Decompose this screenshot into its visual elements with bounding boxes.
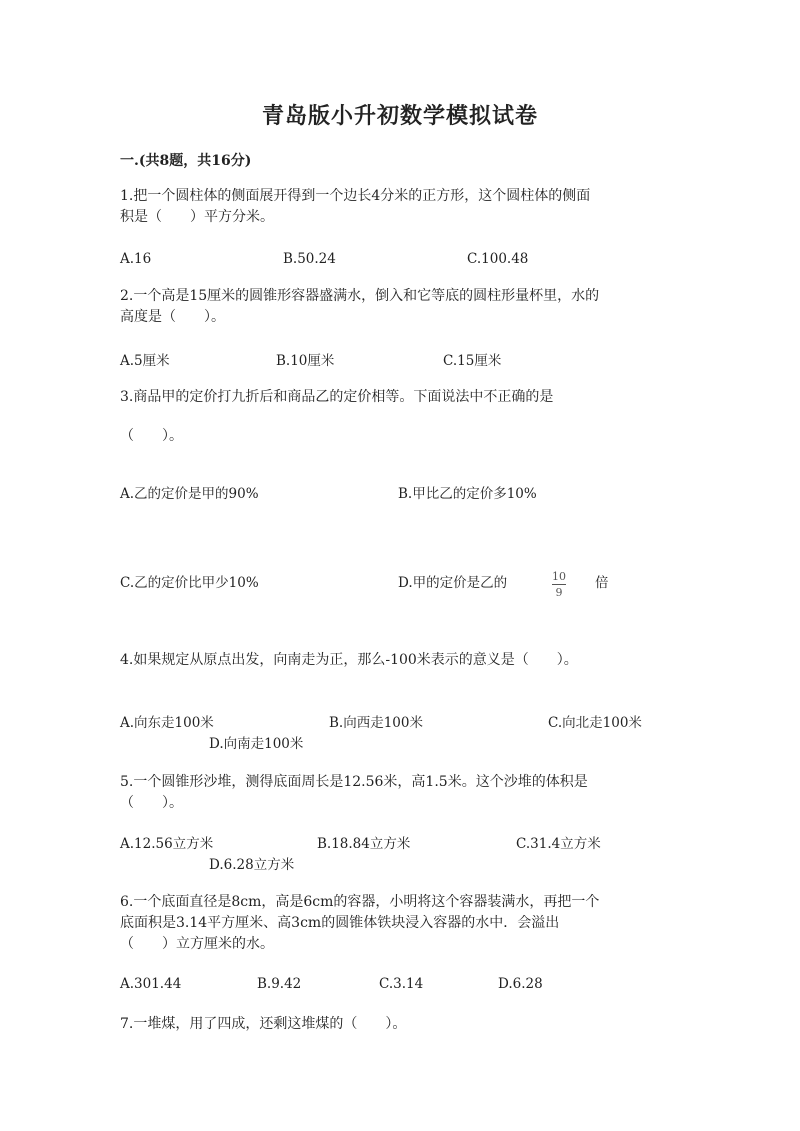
question-1-option-a: A.16 <box>120 251 152 267</box>
question-5-line-2: （ ）。 <box>120 795 183 811</box>
question-7-line-1: 7.一堆煤，用了四成，还剩这堆煤的（ ）。 <box>120 1016 407 1032</box>
question-1-line-2: 积是（ ）平方分米。 <box>120 209 274 225</box>
question-6-line-1: 6.一个底面直径是8cm，高是6cm的容器，小明将这个容器装满水，再把一个 <box>120 894 600 910</box>
question-3-line-2: （ ）。 <box>120 428 183 444</box>
question-3-option-a: A.乙的定价是甲的90% <box>120 486 259 502</box>
question-6-option-c: C.3.14 <box>379 976 424 992</box>
question-1-line-1: 1.把一个圆柱体的侧面展开得到一个边长4分米的正方形，这个圆柱体的侧面 <box>120 188 591 204</box>
question-6-option-d: D.6.28 <box>498 976 543 992</box>
question-6-line-2: 底面积是3.14平方厘米、高3cm的圆锥体铁块浸入容器的水中．会溢出 <box>120 915 560 931</box>
question-2-line-1: 2.一个高是15厘米的圆锥形容器盛满水，倒入和它等底的圆柱形量杯里，水的 <box>120 288 600 304</box>
question-5-option-d: D.6.28立方米 <box>209 857 295 873</box>
question-5-option-a: A.12.56立方米 <box>120 836 214 852</box>
fraction-denominator: 9 <box>555 586 563 599</box>
question-2-option-b: B.10厘米 <box>276 353 335 369</box>
question-5-line-1: 5.一个圆锥形沙堆，测得底面周长是12.56米，高1.5米。这个沙堆的体积是 <box>120 774 588 790</box>
question-3-option-b: B.甲比乙的定价多10% <box>398 486 537 502</box>
fraction-numerator: 10 <box>552 570 566 583</box>
question-3-option-c: C.乙的定价比甲少10% <box>120 575 259 591</box>
question-3-fraction <box>552 565 566 598</box>
question-1-option-c: C.100.48 <box>467 251 529 267</box>
question-2-option-c: C.15厘米 <box>443 353 502 369</box>
question-3-option-d-suffix: 倍 <box>595 575 609 591</box>
question-4-option-a: A.向东走100米 <box>120 715 214 731</box>
question-4-option-c: C.向北走100米 <box>548 715 642 731</box>
question-5-option-c: C.31.4立方米 <box>516 836 601 852</box>
question-3-line-1: 3.商品甲的定价打九折后和商品乙的定价相等。下面说法中不正确的是 <box>120 389 554 405</box>
question-6-option-b: B.9.42 <box>257 976 302 992</box>
fraction-bar <box>552 584 566 585</box>
section-heading: 一.(共8题，共16分) <box>120 153 252 169</box>
question-5-option-b: B.18.84立方米 <box>317 836 411 852</box>
question-2-option-a: A.5厘米 <box>120 353 170 369</box>
question-6-line-3: （ ）立方厘米的水。 <box>120 936 274 952</box>
question-6-option-a: A.301.44 <box>120 976 182 992</box>
question-3-option-d: D.甲的定价是乙的 <box>398 575 508 591</box>
page-title: 青岛版小升初数学模拟试卷 <box>261 103 538 129</box>
question-4-option-d: D.向南走100米 <box>209 736 304 752</box>
question-2-line-2: 高度是（ ）。 <box>120 309 225 325</box>
question-4-option-b: B.向西走100米 <box>329 715 423 731</box>
question-4-line-1: 4.如果规定从原点出发，向南走为正，那么-100米表示的意义是（ ）。 <box>120 652 578 668</box>
question-1-option-b: B.50.24 <box>283 251 336 267</box>
